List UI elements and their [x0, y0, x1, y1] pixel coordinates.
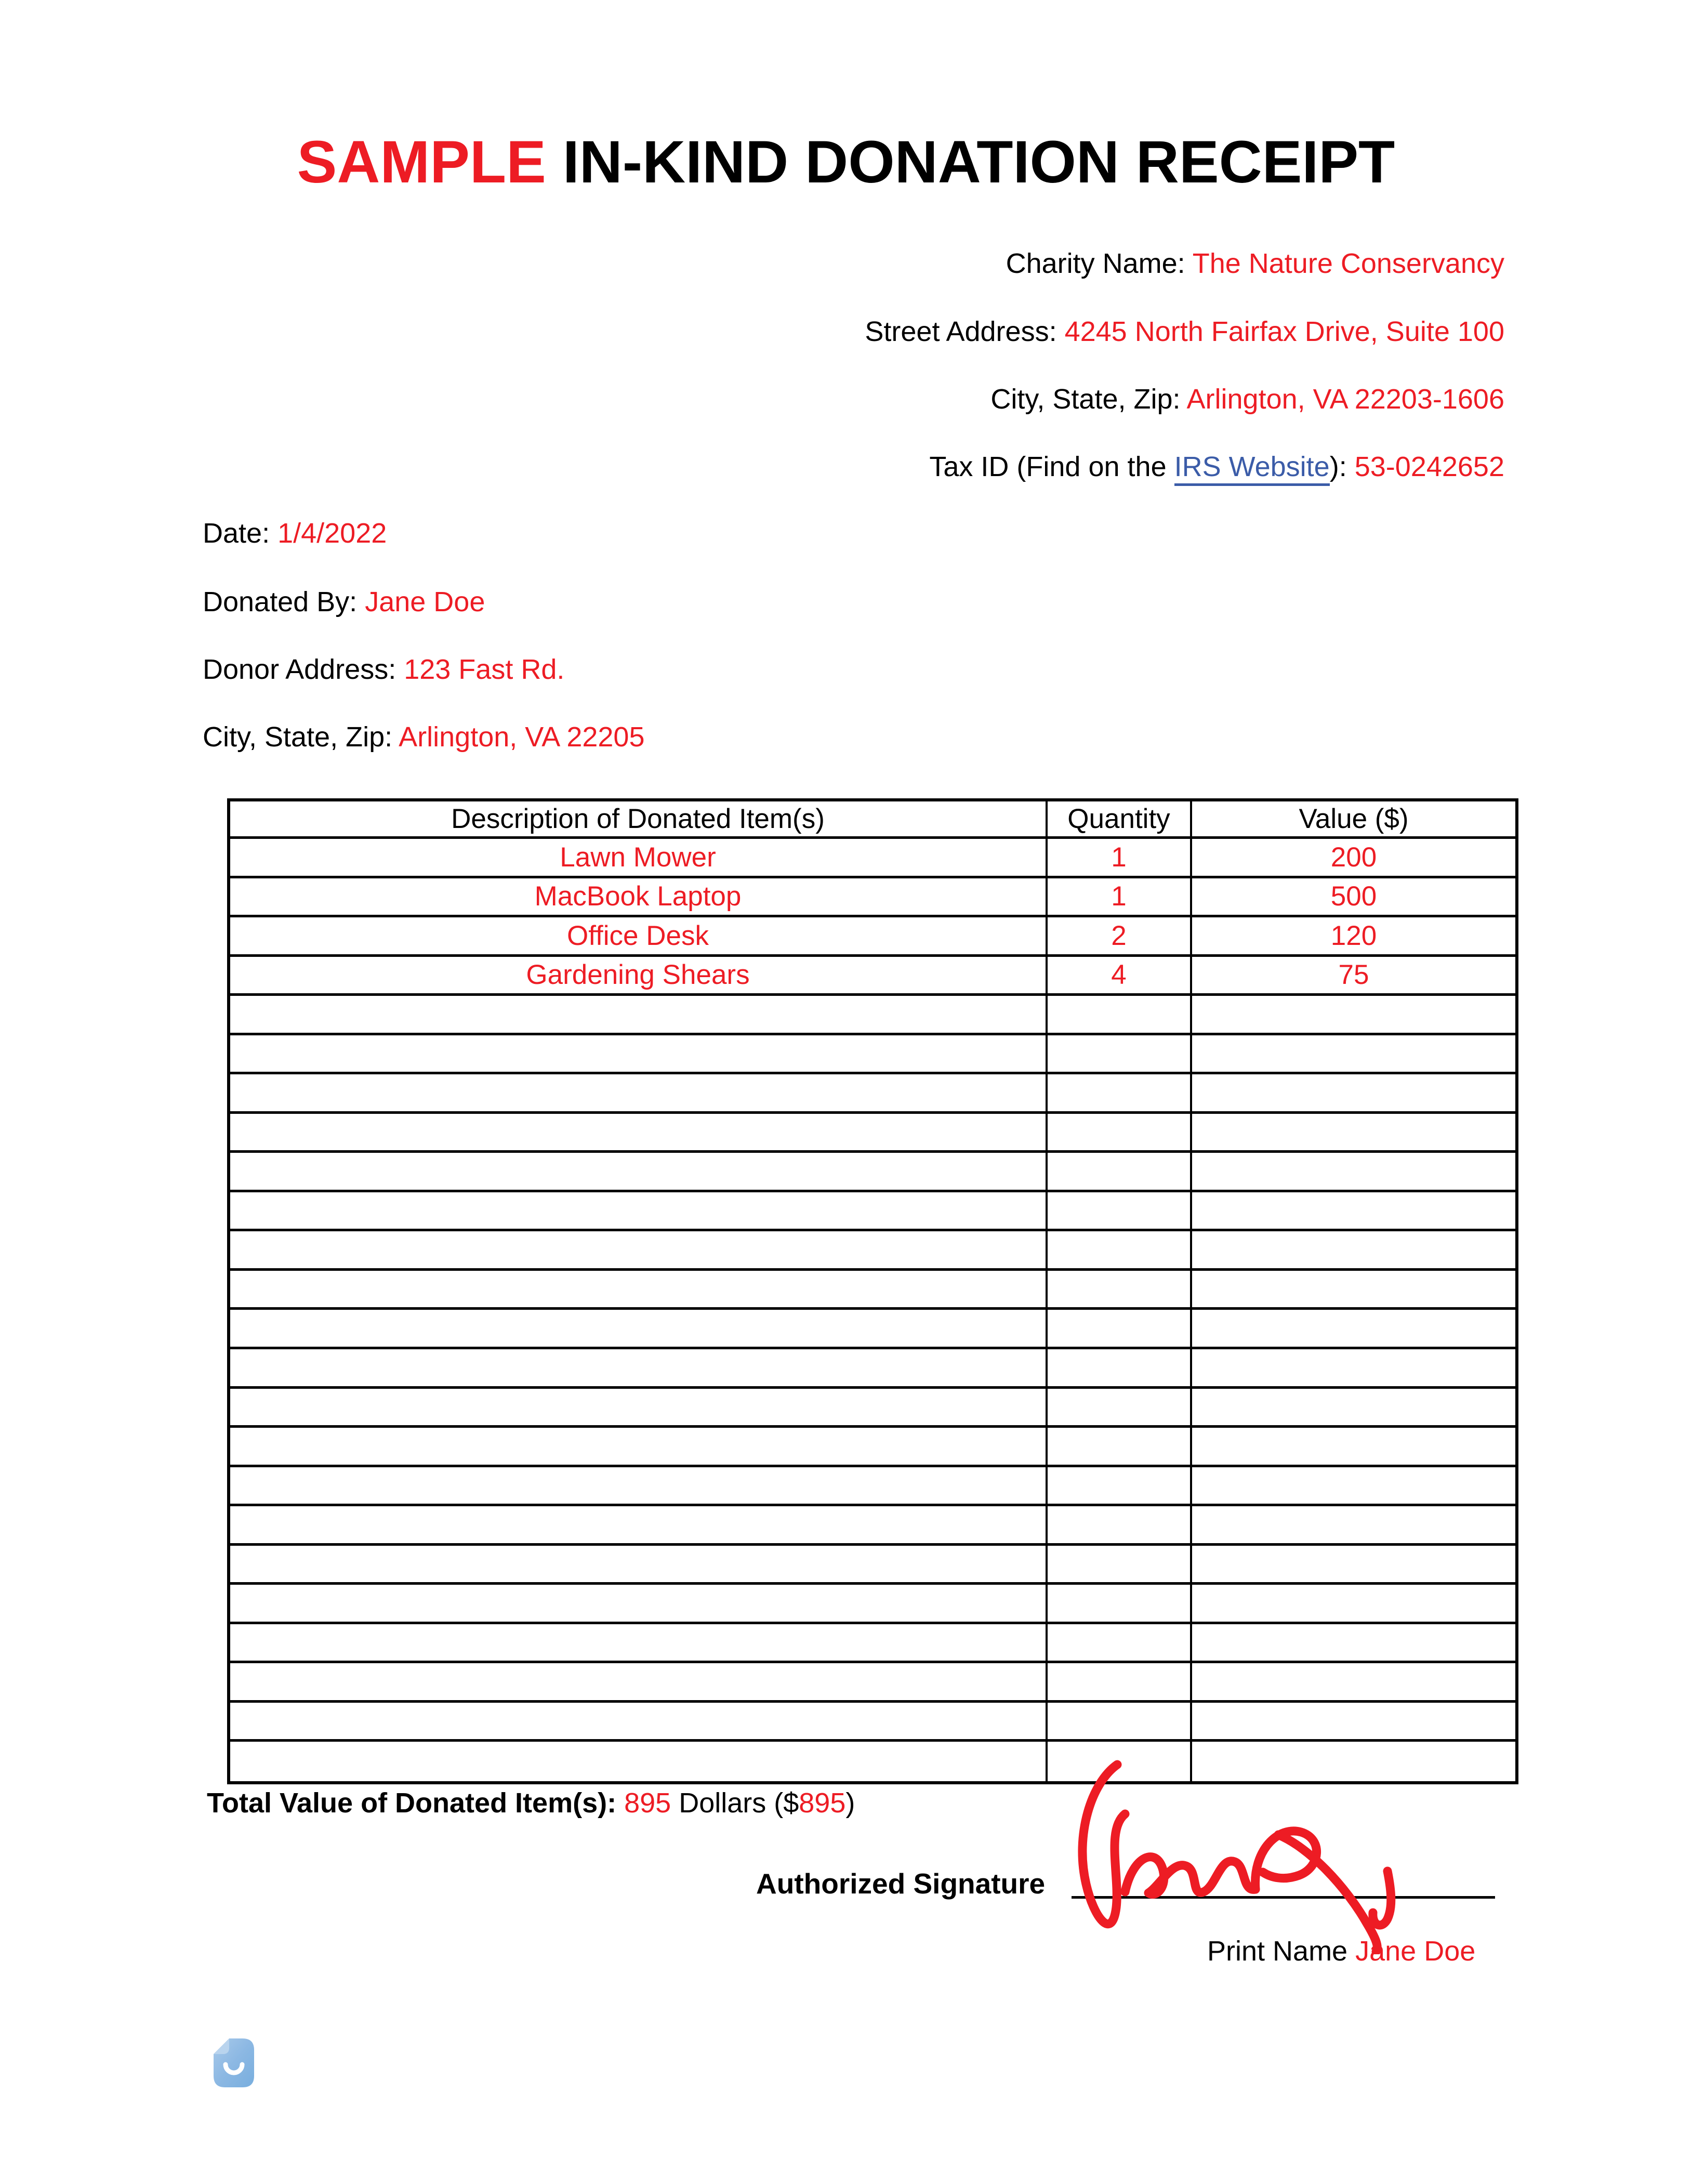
donated-by-line [203, 586, 485, 617]
table-empty-cell [1192, 1349, 1515, 1389]
table-empty-cell [230, 1074, 1048, 1114]
date-label: Date: [203, 518, 278, 549]
table-empty-cell [230, 1428, 1048, 1467]
charity-name-value: The Nature Conservancy [1192, 248, 1504, 279]
handwritten-signature [1055, 1736, 1419, 1954]
table-empty-cell [1048, 1428, 1192, 1467]
table-empty-cell [1048, 1624, 1192, 1664]
table-empty-cell [1048, 1663, 1192, 1703]
table-empty-cell [230, 1114, 1048, 1153]
table-empty-cell [1048, 1074, 1192, 1114]
table-empty-cell [230, 1506, 1048, 1546]
table-empty-cell [230, 1231, 1048, 1271]
table-header-description: Description of Donated Item(s) [230, 801, 1048, 839]
table-empty-cell [1192, 1114, 1515, 1153]
tax-id-label-prefix: Tax ID (Find on the [929, 451, 1174, 482]
table-empty-cell [1048, 1114, 1192, 1153]
table-empty-cell [230, 1153, 1048, 1192]
total-amount-paren: 895 [799, 1787, 846, 1819]
tax-id-label-suffix: ): [1329, 451, 1355, 482]
table-empty-cell [1048, 1585, 1192, 1624]
charity-city-value: Arlington, VA 22203-1606 [1186, 384, 1504, 415]
date-line [203, 518, 387, 549]
table-empty-cell [230, 1585, 1048, 1624]
table-cell: 1 [1048, 878, 1192, 918]
table-empty-cell [230, 1703, 1048, 1742]
table-empty-cell [1192, 1624, 1515, 1664]
table-cell: 75 [1192, 957, 1515, 996]
charity-street-label: Street Address: [865, 316, 1065, 347]
table-empty-cell [1048, 1192, 1192, 1232]
table-cell: Gardening Shears [230, 957, 1048, 996]
table-empty-cell [1192, 1310, 1515, 1349]
total-suffix: ) [845, 1787, 855, 1819]
table-cell: 4 [1048, 957, 1192, 996]
table-empty-cell [1048, 1035, 1192, 1075]
table-empty-cell [230, 1035, 1048, 1075]
table-cell: Office Desk [230, 917, 1048, 957]
document-smile-logo-icon [214, 2038, 254, 2087]
table-empty-cell [1048, 1349, 1192, 1389]
table-empty-cell [230, 1271, 1048, 1310]
table-empty-cell [1192, 1585, 1515, 1624]
table-empty-cell [230, 1310, 1048, 1349]
table-cell: 1 [1048, 839, 1192, 878]
total-value-line [207, 1787, 855, 1819]
date-value: 1/4/2022 [277, 518, 387, 549]
table-empty-cell [1192, 1428, 1515, 1467]
donor-address-line [203, 654, 564, 685]
table-empty-cell [1192, 1506, 1515, 1546]
charity-city-label: City, State, Zip: [990, 384, 1187, 415]
table-empty-cell [1192, 1153, 1515, 1192]
table-empty-cell [1192, 1663, 1515, 1703]
total-value-label: Total Value of Donated Item(s): [207, 1787, 625, 1819]
table-empty-cell [230, 1624, 1048, 1664]
table-empty-cell [230, 1349, 1048, 1389]
table-header-value: Value ($) [1192, 801, 1515, 839]
charity-street-line [865, 316, 1504, 347]
title-sample-word: SAMPLE [297, 129, 546, 195]
donated-by-value: Jane Doe [365, 586, 485, 617]
charity-name-line [1006, 248, 1504, 279]
table-empty-cell [1048, 1467, 1192, 1507]
table-empty-cell [1192, 996, 1515, 1035]
page-title [0, 131, 1692, 193]
table-empty-cell [230, 1192, 1048, 1232]
table-empty-cell [1048, 996, 1192, 1035]
donor-address-value: 123 Fast Rd. [404, 654, 565, 685]
donor-address-label: Donor Address: [203, 654, 404, 685]
table-empty-cell [1192, 1192, 1515, 1232]
charity-name-label: Charity Name: [1006, 248, 1193, 279]
donor-info-block [203, 518, 1034, 757]
donor-city-value: Arlington, VA 22205 [399, 721, 645, 753]
table-empty-cell [230, 1663, 1048, 1703]
charity-city-line [990, 384, 1504, 415]
table-empty-cell [1192, 1074, 1515, 1114]
total-middle-text: Dollars ($ [671, 1787, 799, 1819]
print-name-value: Jane Doe [1355, 1936, 1476, 1967]
print-name-label: Print Name [1207, 1936, 1356, 1967]
table-empty-cell [1192, 1389, 1515, 1428]
table-empty-cell [230, 1467, 1048, 1507]
table-cell: 200 [1192, 839, 1515, 878]
table-empty-cell [1192, 1271, 1515, 1310]
charity-tax-line [929, 451, 1504, 482]
table-empty-cell [1192, 1231, 1515, 1271]
table-cell: Lawn Mower [230, 839, 1048, 878]
table-empty-cell [1048, 1231, 1192, 1271]
table-empty-cell [1048, 1310, 1192, 1349]
donated-by-label: Donated By: [203, 586, 365, 617]
table-empty-cell [230, 996, 1048, 1035]
table-empty-cell [230, 1389, 1048, 1428]
table-empty-cell [230, 1546, 1048, 1585]
table-empty-cell [1048, 1546, 1192, 1585]
table-empty-cell [1048, 1271, 1192, 1310]
charity-info-block [465, 248, 1504, 487]
print-name-line [1207, 1935, 1475, 1967]
table-empty-cell [1192, 1546, 1515, 1585]
title-rest: IN-KIND DONATION RECEIPT [546, 129, 1395, 195]
authorized-signature-label: Authorized Signature [756, 1867, 1046, 1900]
table-cell: 2 [1048, 917, 1192, 957]
table-empty-cell [1048, 1153, 1192, 1192]
donor-city-line [203, 721, 644, 753]
table-header-quantity: Quantity [1048, 801, 1192, 839]
table-cell: 500 [1192, 878, 1515, 918]
table-cell: MacBook Laptop [230, 878, 1048, 918]
table-empty-cell [1048, 1389, 1192, 1428]
irs-website-link[interactable]: IRS Website [1174, 451, 1330, 486]
table-empty-cell [1048, 1506, 1192, 1546]
donor-city-label: City, State, Zip: [203, 721, 399, 753]
total-amount: 895 [624, 1787, 671, 1819]
charity-street-value: 4245 North Fairfax Drive, Suite 100 [1064, 316, 1504, 347]
table-empty-cell [230, 1742, 1048, 1781]
table-empty-cell [1192, 1035, 1515, 1075]
donated-items-table [227, 798, 1518, 1784]
table-empty-cell [1192, 1467, 1515, 1507]
table-cell: 120 [1192, 917, 1515, 957]
tax-id-value: 53-0242652 [1354, 451, 1504, 482]
